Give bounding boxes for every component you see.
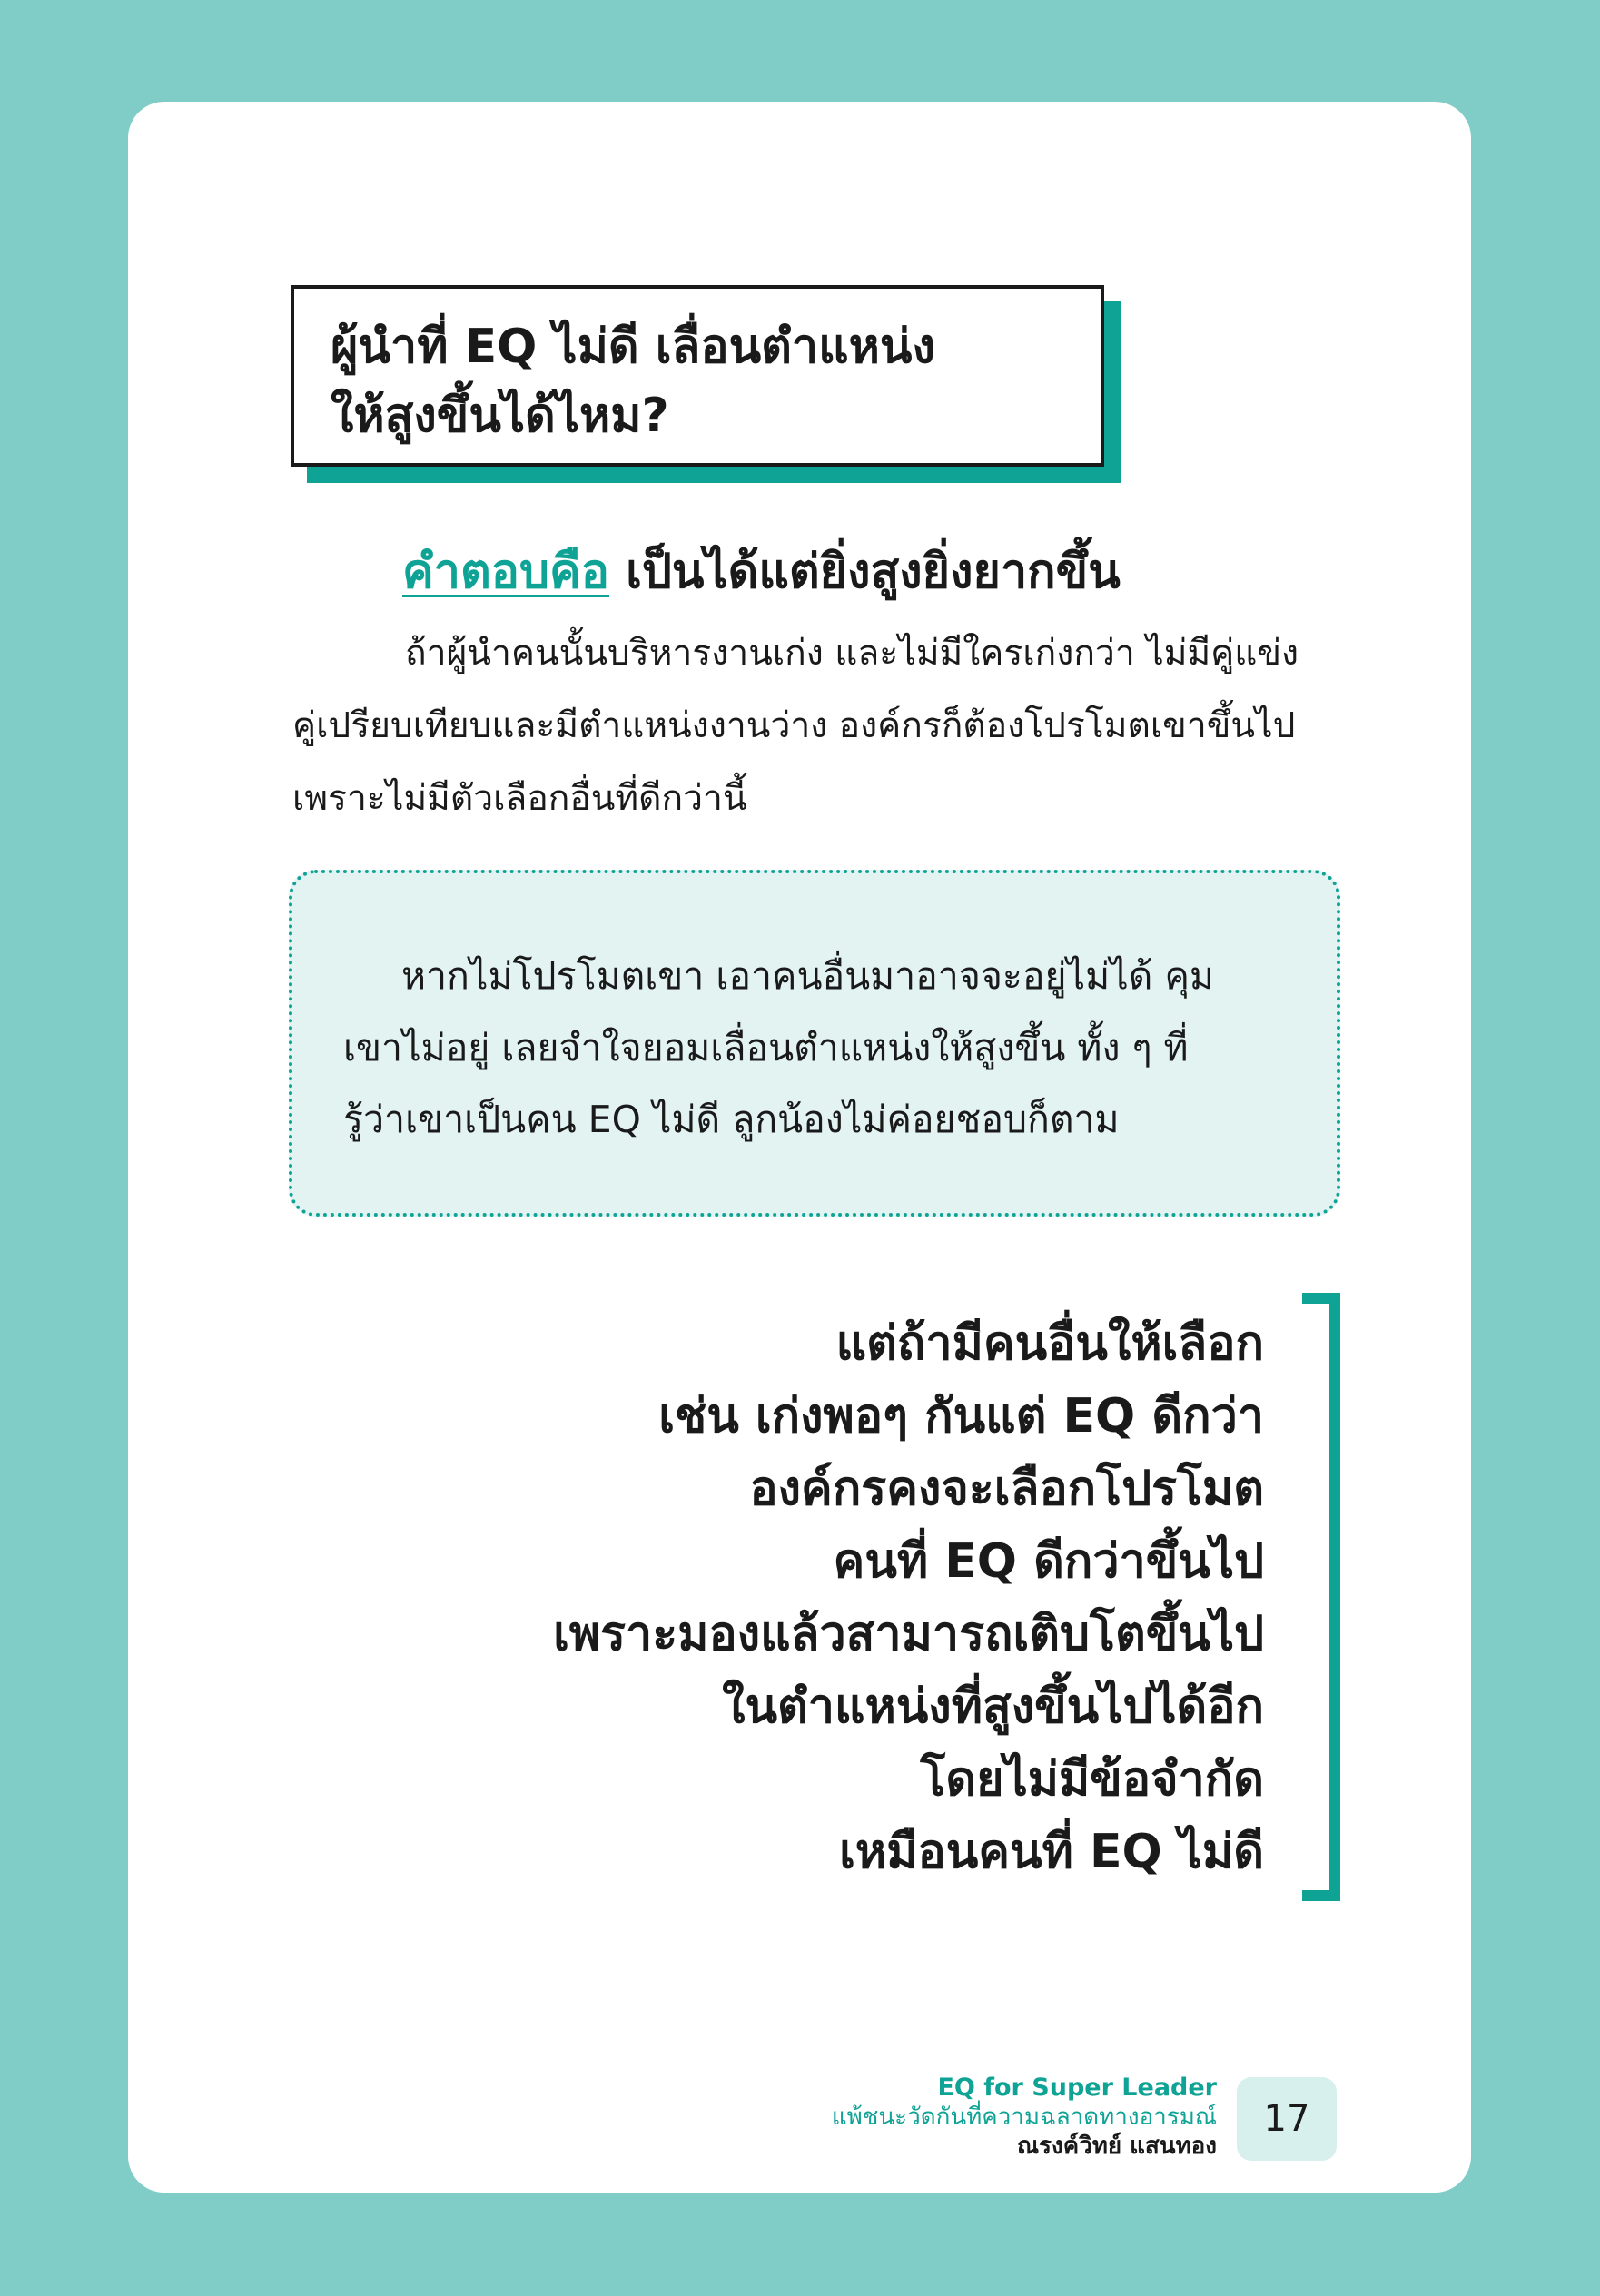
question-box: [291, 285, 1104, 467]
quote-line: ในตำแหน่งที่สูงขึ้นไปได้อีก: [722, 1680, 1264, 1734]
question-line: ผู้นำที่ EQ ไม่ดี เลื่อนตำแหน่ง: [331, 320, 935, 374]
body-line: คู่เปรียบเทียบและมีตำแหน่งงานว่าง องค์กรก็ต้องโปรโมตเขาขึ้นไป: [292, 705, 1296, 746]
question-line: ให้สูงขึ้นได้ไหม?: [331, 389, 669, 443]
footer-credits: [832, 2074, 1217, 2161]
quote-line: เหมือนคนที่ EQ ไม่ดี: [839, 1825, 1264, 1879]
callout-box: [289, 870, 1340, 1217]
body-line: เพราะไม่มีตัวเลือกอื่นที่ดีกว่านี้: [292, 778, 747, 819]
callout-line: เขาไม่อยู่ เลยจำใจยอมเลื่อนตำแหน่งให้สูงขึ้น ทั้ง ๆ ที่: [343, 1026, 1189, 1069]
answer-text: เป็นได้แต่ยิ่งสูงยิ่งยากขึ้น: [626, 545, 1121, 599]
pull-quote: [553, 1307, 1264, 1888]
quote-line: องค์กรคงจะเลือกโปรโมต: [749, 1462, 1264, 1516]
page-number: 17: [1237, 2077, 1337, 2161]
quote-bracket: [1302, 1293, 1340, 1901]
answer-heading: [402, 536, 1121, 608]
quote-line: โดยไม่มีข้อจำกัด: [920, 1752, 1264, 1807]
body-line: ถ้าผู้นำคนนั้นบริหารงานเก่ง และไม่มีใครเก่งกว่า ไม่มีคู่แข่ง: [405, 633, 1299, 674]
footer-subtitle: แพ้ชนะวัดกันที่ความฉลาดทางอารมณ์: [831, 2104, 1217, 2131]
callout-line: รู้ว่าเขาเป็นคน EQ ไม่ดี ลูกน้องไม่ค่อยชอบก็ตาม: [343, 1098, 1120, 1141]
quote-line: คนที่ EQ ดีกว่าขึ้นไป: [833, 1534, 1264, 1589]
quote-line: เพราะมองแล้วสามารถเติบโตขึ้นไป: [553, 1607, 1264, 1661]
callout-line: หากไม่โปรโมตเขา เอาคนอื่นมาอาจจะอยู่ไม่ได้ คุม: [401, 954, 1214, 998]
footer-book-title: EQ for Super Leader: [937, 2074, 1217, 2102]
body-paragraph: [292, 617, 1346, 835]
footer-author: ณรงค์วิทย์ แสนทอง: [1016, 2133, 1217, 2160]
quote-line: เช่น เก่งพอๆ กันแต่ EQ ดีกว่า: [658, 1389, 1264, 1444]
quote-line: แต่ถ้ามีคนอื่นให้เลือก: [835, 1316, 1264, 1371]
answer-keyword: คำตอบคือ: [402, 545, 610, 599]
